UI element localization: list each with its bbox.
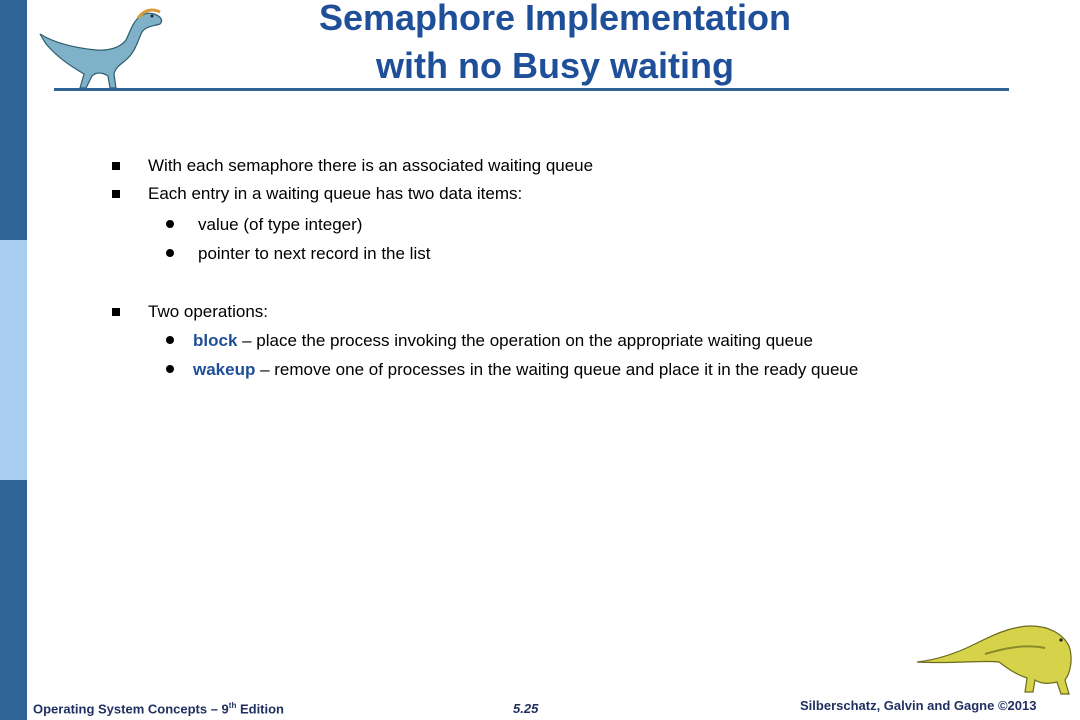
block-operation xyxy=(193,331,813,351)
block-keyword: block xyxy=(193,331,238,350)
bullet-text: Each entry in a waiting queue has two data items: xyxy=(148,184,523,203)
left-bar-bottom xyxy=(0,480,27,720)
title-divider xyxy=(54,88,1009,91)
bullet-text: With each semaphore there is an associated waiting queue xyxy=(148,156,594,175)
wakeup-keyword: wakeup xyxy=(193,360,256,379)
round-bullet-icon xyxy=(166,336,174,344)
bullet-text: Two operations: xyxy=(148,302,269,321)
block-description: – place the process invoking the operation on the appropriate waiting queue xyxy=(237,331,813,350)
slide-title xyxy=(180,0,930,90)
footer-book-title xyxy=(33,701,284,716)
sub-bullet-text: pointer to next record in the list xyxy=(198,244,431,263)
square-bullet-icon xyxy=(112,190,120,198)
left-bar-middle xyxy=(0,240,27,480)
footer-title-sup: th xyxy=(228,701,237,710)
footer-title-text: Operating System Concepts – 9 xyxy=(33,701,229,717)
title-line-2: with no Busy waiting xyxy=(376,45,734,86)
title-line-1: Semaphore Implementation xyxy=(318,0,792,38)
dinosaur-icon xyxy=(36,4,166,92)
left-bar-top xyxy=(0,0,27,240)
square-bullet-icon xyxy=(112,162,120,170)
round-bullet-icon xyxy=(166,220,174,228)
footer-copyright: Silberschatz, Galvin and Gagne ©2013 xyxy=(800,698,1037,713)
footer-title-suffix: Edition xyxy=(236,701,285,717)
wakeup-description: – remove one of processes in the waiting queue and place it in the ready queue xyxy=(255,360,859,379)
round-bullet-icon xyxy=(166,249,174,257)
slide-number: 5.25 xyxy=(513,701,539,716)
sub-bullet-text: value (of type integer) xyxy=(198,215,363,234)
dinosaur-icon xyxy=(915,618,1075,696)
round-bullet-icon xyxy=(166,365,174,373)
wakeup-operation xyxy=(193,360,858,380)
square-bullet-icon xyxy=(112,308,120,316)
